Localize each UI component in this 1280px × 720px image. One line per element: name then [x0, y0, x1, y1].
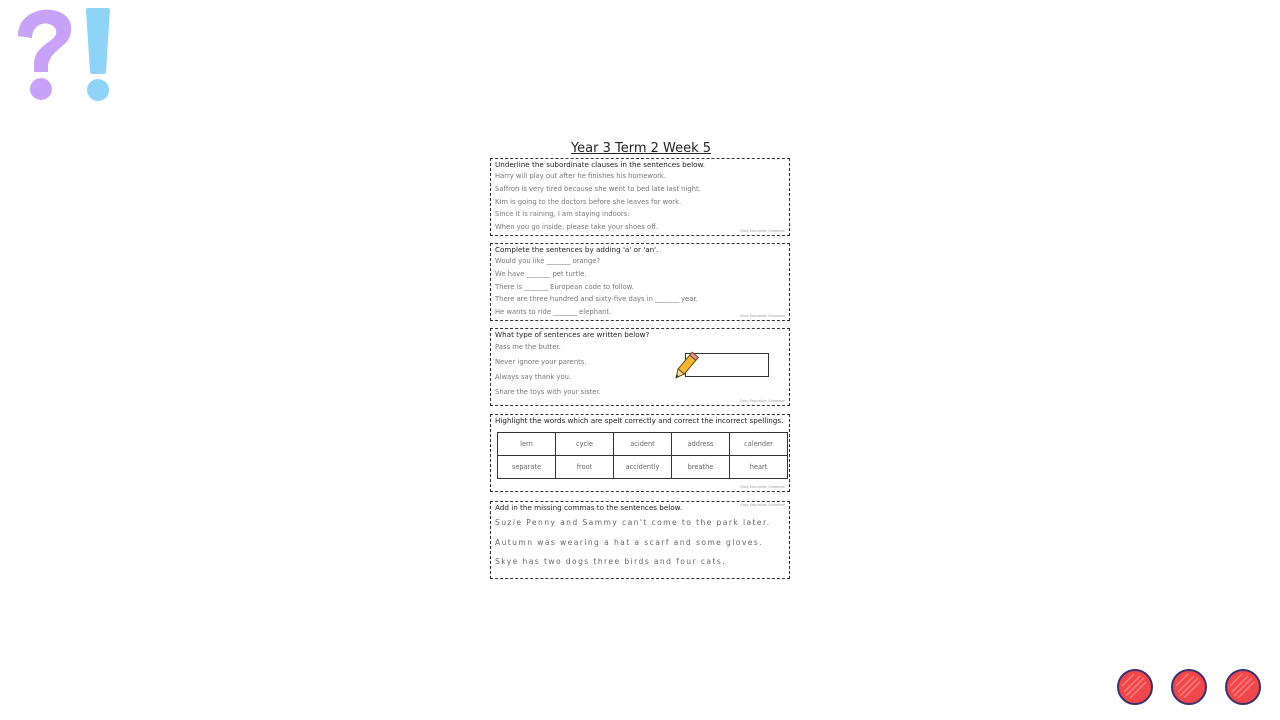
sentence-line: Harry will play out after he finishes his homework. — [495, 172, 667, 180]
credit-text: Easy Education Grammar — [740, 399, 785, 403]
word-cell: address — [672, 433, 730, 456]
section-heading: Underline the subordinate clauses in the sentences below. — [495, 160, 706, 169]
credit-text: Easy Education Grammar — [740, 229, 785, 233]
sentence-line: Autumn was wearing a hat a scarf and some gloves. — [495, 537, 763, 547]
word-cell: breathe — [672, 456, 730, 479]
section-a-or-an — [490, 243, 790, 321]
red-scribble-circle-icon — [1224, 668, 1262, 706]
dot-group — [1116, 668, 1262, 706]
word-cell: heart — [730, 456, 788, 479]
word-cell: accidently — [614, 456, 672, 479]
sentence-line: Never ignore your parents. — [495, 358, 587, 366]
red-scribble-circle-icon — [1170, 668, 1208, 706]
question-exclamation-logo-icon — [10, 6, 120, 106]
section-commas — [490, 501, 790, 579]
sentence-line: Always say thank you. — [495, 373, 572, 381]
word-cell: acident — [614, 433, 672, 456]
section-sentence-types — [490, 328, 790, 406]
sentence-line: Since it is raining, I am staying indoors. — [495, 210, 630, 219]
sentence-line: Kim is going to the doctors before she leaves for work. — [495, 197, 682, 206]
red-scribble-circle-icon — [1116, 668, 1154, 706]
word-cell: froot — [556, 456, 614, 479]
sentence-line: He wants to ride _______ elephant. — [495, 308, 612, 317]
credit-text: Easy Education Grammar — [740, 503, 785, 507]
scribble-dot-3[interactable] — [1224, 668, 1262, 706]
section-heading: Complete the sentences by adding 'a' or 'an'. — [495, 245, 659, 254]
sentence-line: There are three hundred and sixty-five days in _______ year. — [495, 295, 698, 304]
table-row — [498, 433, 788, 456]
spelling-table — [497, 432, 788, 479]
word-cell: lern — [498, 433, 556, 456]
credit-text: Easy Education Grammar — [740, 314, 785, 318]
section-subordinate-clauses — [490, 158, 790, 236]
section-heading: Add in the missing commas to the sentences below. — [495, 503, 683, 512]
section-heading: Highlight the words which are spelt correctly and correct the incorrect spellings. — [495, 416, 784, 425]
sentence-line: There is _______ European code to follow. — [495, 282, 634, 291]
sentence-line: Suzie Penny and Sammy can't come to the park later. — [495, 518, 771, 527]
word-cell: separate — [498, 456, 556, 479]
worksheet — [488, 138, 794, 566]
sentence-line: When you go inside, please take your shoes off. — [495, 223, 659, 232]
word-cell: cycle — [556, 433, 614, 456]
sentence-line: Pass me the butter. — [495, 343, 561, 351]
worksheet-title: Year 3 Term 2 Week 5 — [570, 141, 712, 156]
sentence-line: Skye has two dogs three birds and four cats. — [495, 557, 727, 566]
sentence-line: Share the toys with your sister. — [495, 388, 601, 396]
scribble-dot-1[interactable] — [1116, 668, 1154, 706]
table-row — [498, 456, 788, 479]
pencil-icon — [671, 351, 699, 383]
sentence-line: Would you like _______ orange? — [495, 257, 601, 265]
section-spellings — [490, 414, 790, 492]
credit-text: Easy Education Grammar — [740, 485, 785, 489]
word-cell: calender — [730, 433, 788, 456]
sentence-line: Saffron is very tired because she went to bed late last night. — [495, 184, 701, 193]
logo — [10, 6, 120, 106]
section-heading: What type of sentences are written below? — [495, 330, 650, 339]
scribble-dot-2[interactable] — [1170, 668, 1208, 706]
sentence-line: We have _______ pet turtle. — [495, 269, 587, 278]
